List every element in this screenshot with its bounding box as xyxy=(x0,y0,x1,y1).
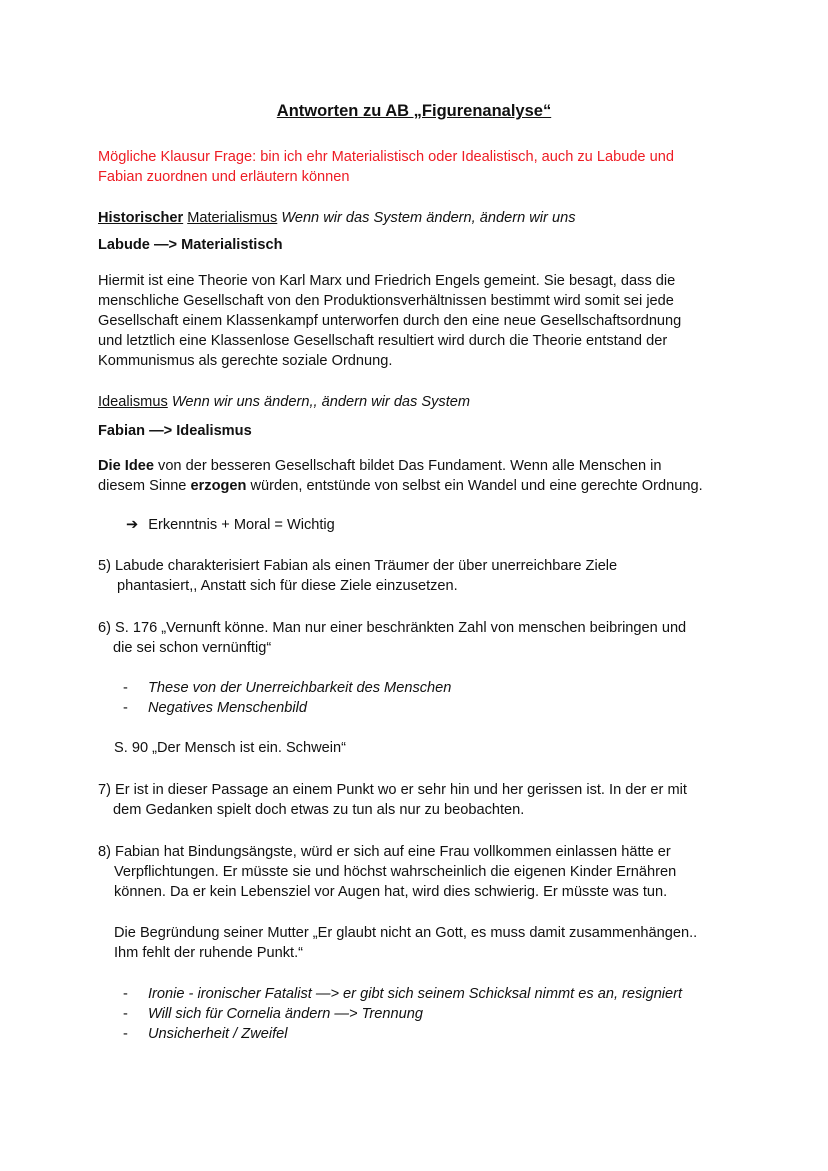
answer-line: 8) Fabian hat Bindungsängste, würd er sich auf eine Frau vollkommen einlassen hätte er xyxy=(98,844,671,860)
idealism-heading xyxy=(98,392,470,412)
idealism-paragraph-line xyxy=(98,456,662,476)
heading-materialismus: Materialismus xyxy=(187,210,278,226)
bullet-item: Unsicherheit / Zweifel xyxy=(148,1026,288,1042)
text: von der besseren Gesellschaft bildet Das Fundament. Wenn alle Menschen in xyxy=(153,458,662,474)
bullet-item: Will sich für Cornelia ändern —> Trennung xyxy=(148,1006,423,1022)
materialism-heading xyxy=(98,208,576,228)
exam-question-line: Fabian zuordnen und erläutern können xyxy=(98,169,350,185)
mother-quote-line: Die Begründung seiner Mutter „Er glaubt nicht an Gott, es muss damit zusammenhängen.. xyxy=(114,925,698,941)
answer-line: Verpflichtungen. Er müsste sie und höchst wahrscheinlich die eigenen Kinder Ernähren xyxy=(114,864,677,880)
exam-question-line: Mögliche Klausur Frage: bin ich ehr Materialistisch oder Idealistisch, auch zu Labude und xyxy=(98,149,674,165)
paragraph-line: Gesellschaft einem Klassenkampf unterworfen durch den eine neue Gesellschaftsordnung xyxy=(98,313,682,329)
bullet-item: These von der Unerreichbarkeit des Menschen xyxy=(148,680,452,696)
fabian-assignment: Fabian —> Idealismus xyxy=(98,423,252,439)
bullet-dash: - xyxy=(123,1026,128,1042)
bullet-item: Negatives Menschenbild xyxy=(148,700,307,716)
paragraph-line: menschliche Gesellschaft von den Produktionsverhältnissen bestimmt wird somit sei jede xyxy=(98,293,674,309)
answer-line: können. Da er kein Lebensziel vor Augen hat, wird dies schwierig. Er müsste was tun. xyxy=(114,884,668,900)
bullet-dash: - xyxy=(123,1006,128,1022)
answer-line: dem Gedanken spielt doch etwas zu tun als nur zu beobachten. xyxy=(113,802,525,818)
heading-motto: Wenn wir das System ändern, ändern wir uns xyxy=(281,210,576,226)
arrow-point xyxy=(126,515,335,535)
answer-line: 7) Er ist in dieser Passage an einem Punkt wo er sehr hin und her gerissen ist. In der er mit xyxy=(98,782,687,798)
bullet-dash: - xyxy=(123,680,128,696)
answer-line: 5) Labude charakterisiert Fabian als einen Träumer der über unerreichbare Ziele xyxy=(98,558,618,574)
arrow-right-icon: ➔ xyxy=(126,517,139,533)
heading-idealismus: Idealismus xyxy=(98,394,168,410)
arrow-point-text: Erkenntnis + Moral = Wichtig xyxy=(148,517,335,533)
document-title: Antworten zu AB „Figurenanalyse“ xyxy=(276,102,552,120)
bold-die-idee: Die Idee xyxy=(98,458,154,474)
mother-quote-line: Ihm fehlt der ruhende Punkt.“ xyxy=(114,945,304,961)
heading-motto: Wenn wir uns ändern,, ändern wir das System xyxy=(171,394,471,410)
answer-line: 6) S. 176 „Vernunft könne. Man nur einer beschränkten Zahl von menschen beibringen und xyxy=(98,620,687,636)
idealism-paragraph-line xyxy=(98,476,703,496)
heading-historischer: Historischer xyxy=(98,210,184,226)
text: diesem Sinne xyxy=(98,478,191,494)
text: würden, entstünde von selbst ein Wandel und eine gerechte Ordnung. xyxy=(246,478,703,494)
bullet-dash: - xyxy=(123,986,128,1002)
paragraph-line: Kommunismus als gerechte soziale Ordnung. xyxy=(98,353,393,369)
quote-page-90: S. 90 „Der Mensch ist ein. Schwein“ xyxy=(114,740,346,756)
paragraph-line: und letztlich eine Klassenlose Gesellschaft resultiert wird durch die Theorie entstand der xyxy=(98,333,668,349)
paragraph-line: Hiermit ist eine Theorie von Karl Marx und Friedrich Engels gemeint. Sie besagt, dass die xyxy=(98,273,676,289)
bold-erzogen: erzogen xyxy=(190,478,247,494)
answer-line: phantasiert,, Anstatt sich für diese Ziele einzusetzen. xyxy=(117,578,458,594)
answer-line: die sei schon vernünftig“ xyxy=(113,640,272,656)
bullet-dash: - xyxy=(123,700,128,716)
bullet-item: Ironie - ironischer Fatalist —> er gibt sich seinem Schicksal nimmt es an, resigniert xyxy=(148,986,683,1002)
labude-assignment: Labude —> Materialistisch xyxy=(98,237,283,253)
